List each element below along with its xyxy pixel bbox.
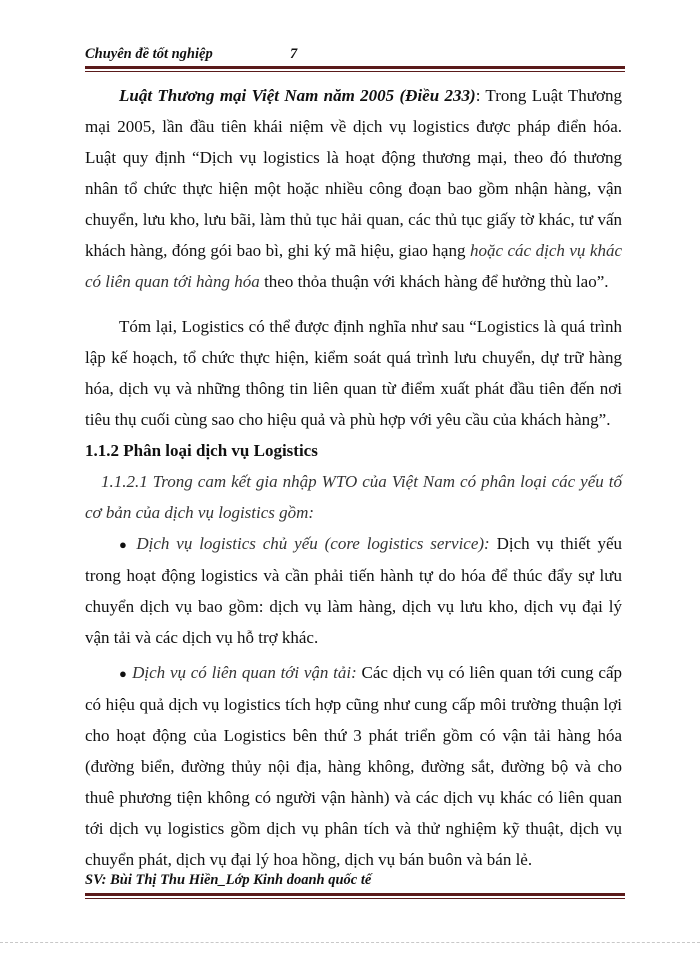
- header-rule: [85, 66, 625, 72]
- paragraph-law-definition: [85, 80, 622, 297]
- bullet-text: Dịch vụ thiết yếu trong hoạt động logistics và cần phải tiến hành tự do hóa để thúc đẩy sự lưu chuyển dịch vụ bao gồm: dịch vụ làm hàng, dịch vụ lưu kho, dịch vụ đại lý vận tải và các dịch vụ hỗ trợ khác.: [85, 534, 623, 647]
- bullet-icon: ●: [119, 666, 128, 681]
- law-reference: Luật Thương mại Việt Nam năm 2005 (Điều 233): [119, 86, 476, 105]
- page-header: [85, 46, 625, 68]
- document-body: [85, 80, 622, 875]
- footer-rule: [85, 893, 625, 899]
- bullet-core-logistics: [85, 528, 622, 653]
- page-footer: SV: Bùi Thị Thu Hiền_Lớp Kinh doanh quốc tế: [85, 872, 372, 888]
- bullet-icon: ●: [119, 537, 130, 552]
- paragraph-summary: Tóm lại, Logistics có thể được định nghĩa như sau “Logistics là quá trình lập kế hoạch, tổ chức thực hiện, kiểm soát quá trình lưu chuyển, dự trữ hàng hóa, dịch vụ và những thông tin liên quan từ điểm xuất phát đầu tiên đến nơi tiêu thụ cuối cùng sao cho hiệu quả và phù hợp với yêu cầu của khách hàng”.: [85, 317, 622, 429]
- bullet-lead: Dịch vụ có liên quan tới vận tải:: [132, 663, 357, 682]
- section-heading: 1.1.2 Phân loại dịch vụ Logistics: [85, 441, 318, 460]
- bullet-text: Các dịch vụ có liên quan tới cung cấp có hiệu quả dịch vụ logistics tích hợp cũng như cung cấp môi trường thuận lợi cho hoạt động của Logistics bên thứ 3 phát triển gồm có vận tải hàng hóa (đường biển, đường thủy nội địa, hàng không, đường sắt, đường bộ và cho thuê phương tiện không có người vận hành) và các dịch vụ khác có liên quan tới dịch vụ logistics gồm dịch vụ phân tích và thử nghiệm kỹ thuật, dịch vụ chuyển phát, dịch vụ đại lý hoa hồng, dịch vụ bán buôn và bán lẻ.: [85, 663, 622, 869]
- bullet-lead: Dịch vụ logistics chủ yếu (core logistics service):: [136, 534, 490, 553]
- page-number: 7: [290, 46, 298, 62]
- bullet-transport-related: [85, 657, 622, 875]
- paragraph-text: theo thỏa thuận với khách hàng để hưởng thù lao”.: [259, 272, 609, 291]
- header-title: Chuyên đề tốt nghiệp: [85, 46, 213, 62]
- page-edge: [0, 942, 700, 943]
- italic-phrase: hoặc các dịch vụ khác có liên quan tới hàng hóa: [85, 241, 622, 291]
- paragraph-text: : Trong Luật Thương mại 2005, lần đầu tiên khái niệm về dịch vụ logistics được pháp điển hóa. Luật quy định “Dịch vụ logistics là hoạt động thương mại, theo đó thương nhân tổ chức thực hiện một hoặc nhiều công đoạn bao gồm nhận hàng, vận chuyển, lưu kho, lưu bãi, làm thủ tục hải quan, các thủ tục giấy tờ khác, tư vấn khách hàng, đóng gói bao bì, ghi ký mã hiệu, giao hạng: [85, 86, 622, 260]
- subsection-heading: 1.1.2.1 Trong cam kết gia nhập WTO của Việt Nam có phân loại các yếu tố cơ bản của dịch vụ logistics gồm:: [85, 472, 622, 522]
